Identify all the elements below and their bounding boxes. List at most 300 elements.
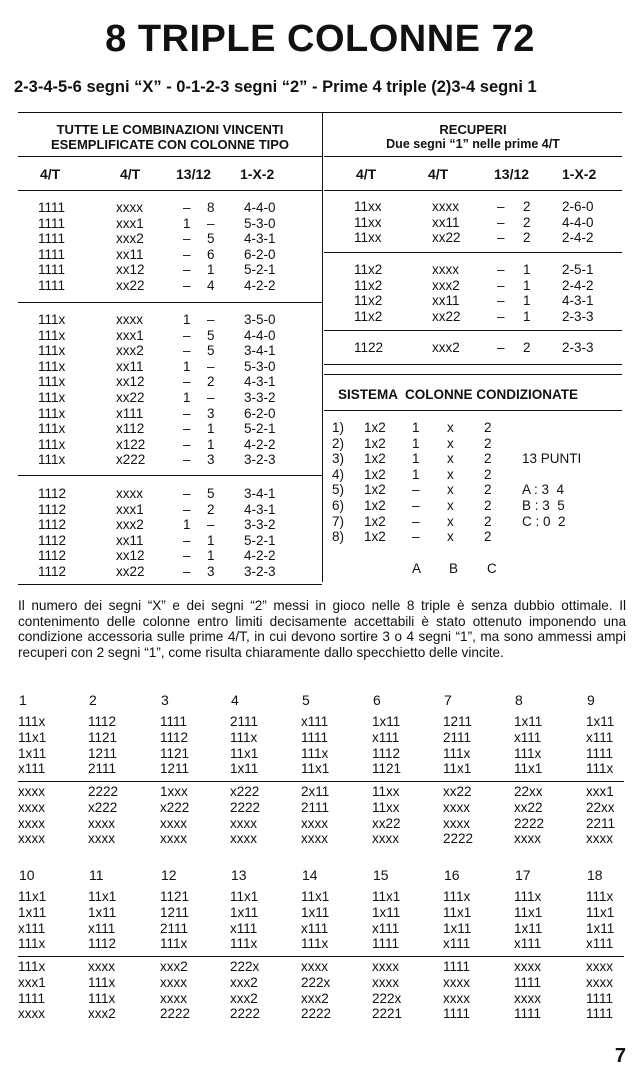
grid-cell: xxxx bbox=[443, 799, 470, 815]
table-row bbox=[0, 340, 630, 355]
grid-cell: xxxx bbox=[514, 831, 541, 847]
grid-cell: 11x1 bbox=[230, 745, 259, 761]
sistema-cell: x bbox=[447, 498, 454, 513]
cell-value: – bbox=[183, 486, 191, 501]
grid-cell: xxxx bbox=[18, 1006, 45, 1022]
grid-column-number: 4 bbox=[231, 692, 239, 708]
table-row bbox=[0, 247, 320, 262]
grid-cell: x111 bbox=[301, 714, 329, 729]
cell-value: 1112 bbox=[38, 501, 67, 517]
cell-value: xxxx bbox=[432, 199, 459, 214]
grid-cell: 111x bbox=[586, 761, 614, 777]
cell-value: 2 bbox=[523, 230, 531, 246]
cell-value: – bbox=[183, 436, 191, 452]
grid-cell: 111x bbox=[88, 974, 116, 990]
cell-value: 1112 bbox=[38, 548, 67, 564]
table-row bbox=[0, 406, 320, 421]
grid-cell: xxxx bbox=[301, 831, 328, 847]
right-table-header bbox=[324, 122, 622, 152]
cell-value: xx22 bbox=[432, 230, 461, 246]
cell-value: 111x bbox=[38, 358, 66, 374]
right-header-line1: RECUPERI bbox=[439, 122, 507, 137]
grid-cell: 1121 bbox=[160, 745, 190, 761]
cell-value: x222 bbox=[116, 452, 146, 468]
grid-cell: 1x11 bbox=[586, 714, 615, 729]
cell-value: xxx1 bbox=[116, 501, 144, 517]
grid-column-number: 3 bbox=[161, 692, 169, 708]
sistema-cell: 1x2 bbox=[364, 420, 386, 435]
grid-column-number: 12 bbox=[161, 867, 177, 883]
table-row bbox=[0, 309, 630, 324]
grid-cell: xxxx bbox=[514, 959, 541, 974]
sistema-row bbox=[0, 420, 620, 435]
cell-value: – bbox=[183, 501, 191, 517]
table-row bbox=[0, 564, 320, 579]
grid-cell: 1211 bbox=[160, 904, 190, 920]
grid-cell: xxxx bbox=[443, 990, 470, 1006]
table-row bbox=[0, 293, 630, 308]
cell-value: – bbox=[207, 215, 215, 231]
cell-value: 3 bbox=[207, 564, 215, 579]
grid-cell: 11x1 bbox=[301, 761, 330, 777]
grid-column-number: 9 bbox=[587, 692, 595, 708]
cell-value: 3-2-3 bbox=[244, 564, 276, 579]
grid-cell: 1x11 bbox=[18, 745, 47, 761]
cell-value: 3-3-2 bbox=[244, 390, 276, 405]
column-header: 13/12 bbox=[176, 166, 212, 182]
grid-cell: xx22 bbox=[372, 815, 401, 831]
cell-value: 4-3-1 bbox=[244, 501, 276, 517]
sistema-cell: 1x2 bbox=[364, 466, 386, 482]
cell-value: x122 bbox=[116, 436, 146, 452]
grid-cell: 1x11 bbox=[230, 761, 259, 777]
grid-cell: 1211 bbox=[443, 714, 473, 729]
grid-column-number: 18 bbox=[587, 867, 603, 883]
cell-value: – bbox=[497, 340, 505, 355]
cell-value: 3 bbox=[207, 452, 215, 468]
grid-cell: 222x bbox=[230, 959, 260, 974]
cell-value: 3-3-2 bbox=[244, 517, 276, 533]
cell-value: xx11 bbox=[116, 532, 144, 548]
grid-cell: x111 bbox=[301, 920, 329, 936]
grid-cell: 1111 bbox=[514, 1006, 542, 1022]
column-header: 4/T bbox=[428, 166, 449, 182]
cell-value: 1112 bbox=[38, 517, 67, 533]
cell-value: – bbox=[207, 390, 215, 405]
grid-cell: 111x bbox=[18, 714, 46, 729]
grid-column-number: 10 bbox=[19, 867, 35, 883]
cell-value: 1 bbox=[183, 517, 191, 533]
grid-cell: 1121 bbox=[372, 761, 402, 777]
table-top-rule bbox=[18, 112, 622, 113]
grid-cell: 1111 bbox=[586, 990, 614, 1006]
cell-value: – bbox=[183, 532, 191, 548]
grid-cell: xxxx bbox=[88, 815, 115, 831]
grid-rule bbox=[18, 781, 624, 782]
grid-cell: 1211 bbox=[88, 745, 118, 761]
sistema-cell: 2 bbox=[484, 451, 492, 467]
left-table-header bbox=[18, 122, 322, 152]
cell-value: 1 bbox=[523, 293, 531, 309]
grid-cell: 111x bbox=[18, 959, 46, 974]
grid-cell: 11x1 bbox=[514, 904, 543, 920]
cell-value: 1 bbox=[183, 312, 191, 327]
grid-column-number: 8 bbox=[515, 692, 523, 708]
grid-cell: 111x bbox=[443, 889, 471, 904]
table-row bbox=[0, 390, 320, 405]
grid-cell: x222 bbox=[160, 799, 190, 815]
grid-cell: 11x1 bbox=[443, 761, 472, 777]
cell-value: 111x bbox=[38, 343, 66, 359]
sistema-cell: 8) bbox=[332, 529, 345, 545]
grid-cell: xx22 bbox=[443, 784, 472, 799]
grid-column-number: 14 bbox=[302, 867, 318, 883]
cell-value: xx22 bbox=[116, 278, 145, 293]
table-row bbox=[0, 359, 320, 374]
cell-value: 6-2-0 bbox=[244, 405, 276, 421]
cell-value: 2 bbox=[523, 340, 531, 355]
page-number: 7 bbox=[614, 1045, 626, 1067]
cell-value: 3-4-1 bbox=[244, 486, 276, 501]
cell-value: 5 bbox=[207, 327, 215, 343]
right-header-line2: Due segni “1” nelle prime 4/T bbox=[386, 137, 560, 151]
cell-value: – bbox=[497, 214, 505, 230]
grid-cell: 1112 bbox=[160, 729, 189, 745]
grid-cell: xxxx bbox=[586, 974, 613, 990]
cell-value: xxx2 bbox=[432, 340, 460, 355]
grid-cell: 1x11 bbox=[88, 904, 117, 920]
grid-cell: xxxx bbox=[18, 831, 45, 847]
page-subtitle: 2-3-4-5-6 segni “X” - 0-1-2-3 segni “2” - Prime 4 triple (2)3-4 segni 1 bbox=[14, 78, 537, 96]
grid-cell: xxxx bbox=[160, 815, 187, 831]
grid-cell: 111x bbox=[443, 745, 471, 761]
sistema-cell: 1x2 bbox=[364, 435, 386, 451]
grid-cell: 1x11 bbox=[514, 920, 543, 936]
cell-value: 4-4-0 bbox=[244, 327, 276, 343]
cell-value: 4-2-2 bbox=[244, 548, 276, 564]
grid-cell: 2x11 bbox=[301, 784, 330, 799]
cell-value: – bbox=[207, 312, 215, 327]
grid-cell: x222 bbox=[88, 799, 118, 815]
sistema-cell: 1 bbox=[412, 435, 420, 451]
grid-cell: 111x bbox=[88, 990, 116, 1006]
sistema-row bbox=[0, 529, 620, 544]
grid-cell: x111 bbox=[230, 920, 258, 936]
grid-cell: 111x bbox=[160, 936, 188, 952]
cell-value: 5-2-1 bbox=[244, 532, 276, 548]
cell-value: 1 bbox=[207, 436, 215, 452]
sistema-footer-label: B bbox=[449, 561, 459, 576]
grid-cell: 11x1 bbox=[514, 761, 543, 777]
cell-value: xx12 bbox=[116, 262, 145, 278]
grid-cell: xxxx bbox=[443, 974, 470, 990]
cell-value: – bbox=[183, 327, 191, 343]
sistema-cell: 1x2 bbox=[364, 513, 386, 529]
sistema-cell: x bbox=[447, 529, 454, 545]
cell-value: 3-2-3 bbox=[244, 452, 276, 468]
cell-value: 1 bbox=[207, 262, 215, 278]
cell-value: 5 bbox=[207, 231, 215, 247]
sistema-cell: x bbox=[447, 466, 454, 482]
grid-column-number: 17 bbox=[515, 867, 531, 883]
grid-cell: 11x1 bbox=[301, 889, 330, 904]
cell-value: – bbox=[183, 564, 191, 579]
grid-cell: 2111 bbox=[301, 799, 330, 815]
cell-value: 11xx bbox=[354, 230, 382, 246]
cell-value: 1111 bbox=[38, 215, 66, 231]
cell-value: 111x bbox=[38, 405, 66, 421]
cell-value: 4-4-0 bbox=[562, 214, 594, 230]
cell-value: 1 bbox=[183, 215, 191, 231]
grid-cell: 11x1 bbox=[372, 889, 401, 904]
grid-cell: xxxx bbox=[301, 959, 328, 974]
sistema-cell: 6) bbox=[332, 498, 345, 513]
grid-cell: x111 bbox=[372, 920, 400, 936]
cell-value: – bbox=[183, 246, 191, 262]
cell-value: – bbox=[183, 262, 191, 278]
grid-cell: 11x1 bbox=[230, 889, 259, 904]
cell-value: 4-2-2 bbox=[244, 278, 276, 293]
grid-cell: 111x bbox=[514, 889, 542, 904]
sistema-cell: 2) bbox=[332, 435, 345, 451]
grid-cell: 2111 bbox=[88, 761, 117, 777]
cell-value: xx11 bbox=[432, 293, 460, 309]
grid-cell: x111 bbox=[372, 729, 400, 745]
cell-value: 1 bbox=[207, 421, 215, 437]
sistema-cell: x bbox=[447, 482, 454, 498]
grid-cell: 111x bbox=[301, 745, 329, 761]
grid-cell: xxxx bbox=[18, 799, 45, 815]
group-rule bbox=[324, 330, 622, 331]
cell-value: xxx2 bbox=[116, 517, 144, 533]
cell-value: – bbox=[183, 452, 191, 468]
sistema-cell: 5) bbox=[332, 482, 345, 498]
cell-value: 2 bbox=[207, 374, 215, 390]
cell-value: – bbox=[183, 231, 191, 247]
table-row bbox=[0, 215, 630, 230]
cell-value: 4-3-1 bbox=[244, 231, 276, 247]
grid-cell: x111 bbox=[18, 920, 46, 936]
cell-value: xx12 bbox=[116, 548, 145, 564]
sistema-cell: 7) bbox=[332, 513, 345, 529]
cell-value: 4-4-0 bbox=[244, 200, 276, 215]
grid-cell: 11x1 bbox=[443, 904, 472, 920]
cell-value: 2 bbox=[523, 199, 531, 214]
grid-cell: xxxx bbox=[18, 815, 45, 831]
cell-value: 1 bbox=[207, 532, 215, 548]
column-header: 4/T bbox=[120, 166, 141, 182]
cell-value: 1111 bbox=[38, 262, 66, 278]
cell-value: – bbox=[183, 374, 191, 390]
sistema-footer-label: C bbox=[487, 561, 497, 576]
cell-value: 5-3-0 bbox=[244, 358, 276, 374]
cell-value: – bbox=[183, 421, 191, 437]
sistema-title: SISTEMA COLONNE CONDIZIONATE bbox=[338, 387, 579, 402]
cell-value: – bbox=[497, 277, 505, 293]
sistema-top-rule bbox=[324, 374, 622, 375]
grid-cell: xxxx bbox=[160, 831, 187, 847]
cell-value: 1111 bbox=[38, 278, 66, 293]
cell-value: 2 bbox=[523, 214, 531, 230]
cell-value: 2 bbox=[207, 501, 215, 517]
table-row bbox=[0, 262, 630, 277]
sistema-cell: x bbox=[447, 420, 454, 435]
cell-value: xxxx bbox=[116, 312, 143, 327]
grid-cell: 22xx bbox=[586, 799, 615, 815]
grid-cell: 2222 bbox=[230, 799, 261, 815]
grid-cell: xxx2 bbox=[230, 974, 258, 990]
sistema-row bbox=[0, 436, 620, 451]
body-paragraph: Il numero dei segni “X” e dei segni “2” messi in gioco nelle 8 triple è senza dubbio ottimale. Il contenimento delle colonne entro limiti decisamente accettabili è stato ottenuto imponendo una condizione accessoria sulle prime 4/T, in cui devono sortire 3 o 4 segni “1”, ma sono ammessi ampi recuperi con 2 segni “1”, come risulta chiaramente dallo specchietto delle vincite. bbox=[18, 598, 626, 660]
column-header: 4/T bbox=[356, 166, 377, 182]
grid-cell: 1x11 bbox=[372, 904, 401, 920]
cell-value: – bbox=[497, 199, 505, 214]
group-rule bbox=[324, 252, 622, 253]
cell-value: 4-3-1 bbox=[244, 374, 276, 390]
table-bottom-rule bbox=[18, 584, 322, 585]
cell-value: – bbox=[497, 308, 505, 324]
grid-cell: x111 bbox=[88, 920, 116, 936]
grid-column-number: 2 bbox=[89, 692, 97, 708]
grid-cell: 2111 bbox=[443, 729, 472, 745]
column-header: 1-X-2 bbox=[240, 166, 275, 182]
grid-cell: xxxx bbox=[88, 959, 115, 974]
sistema-cell: x bbox=[447, 451, 454, 467]
cell-value: 111x bbox=[38, 436, 66, 452]
cell-value: 11x2 bbox=[354, 262, 383, 277]
grid-cell: 1111 bbox=[443, 1006, 471, 1022]
grid-cell: 1111 bbox=[301, 729, 329, 745]
cell-value: – bbox=[207, 517, 215, 533]
page-title: 8 TRIPLE COLONNE 72 bbox=[105, 18, 535, 60]
cell-value: 111x bbox=[38, 421, 66, 437]
cell-value: xx11 bbox=[116, 246, 144, 262]
cell-value: 111x bbox=[38, 390, 66, 405]
sistema-cell: 1) bbox=[332, 420, 345, 435]
cell-value: 1 bbox=[523, 308, 531, 324]
grid-cell: x111 bbox=[514, 729, 542, 745]
sistema-abc-line: B : 3 5 bbox=[522, 498, 565, 513]
grid-cell: 1x11 bbox=[443, 920, 472, 936]
grid-column-number: 13 bbox=[231, 867, 247, 883]
sistema-cell: 1 bbox=[412, 420, 420, 435]
grid-cell: 2211 bbox=[586, 815, 616, 831]
grid-cell: xxxx bbox=[372, 974, 399, 990]
grid-cell: 11x1 bbox=[88, 889, 117, 904]
grid-column-number: 1 bbox=[19, 692, 27, 708]
cell-value: 11xx bbox=[354, 199, 382, 214]
cell-value: 11x2 bbox=[354, 308, 383, 324]
grid-cell: xxxx bbox=[586, 831, 613, 847]
sistema-cell: 4) bbox=[332, 466, 345, 482]
grid-cell: xxx2 bbox=[230, 990, 258, 1006]
grid-cell: xxxx bbox=[230, 815, 257, 831]
grid-cell: 1x11 bbox=[18, 904, 47, 920]
cell-value: 5 bbox=[207, 343, 215, 359]
column-header: 13/12 bbox=[494, 166, 530, 182]
cell-value: 111x bbox=[38, 312, 66, 327]
grid-column-number: 15 bbox=[373, 867, 389, 883]
grid-cell: xxxx bbox=[301, 815, 328, 831]
cell-value: xx22 bbox=[432, 308, 461, 324]
cell-value: 2-5-1 bbox=[562, 262, 594, 277]
sistema-cell: 1x2 bbox=[364, 498, 386, 513]
grid-cell: 222x bbox=[372, 990, 402, 1006]
grid-cell: 111x bbox=[301, 936, 329, 952]
sistema-abc-line: A : 3 4 bbox=[522, 482, 565, 497]
cell-value: 2-3-3 bbox=[562, 340, 594, 355]
cell-value: 1 bbox=[183, 358, 191, 374]
cell-value: 3-5-0 bbox=[244, 312, 276, 327]
grid-cell: 111x bbox=[586, 889, 614, 904]
sistema-cell: 1 bbox=[412, 451, 420, 467]
grid-cell: 1121 bbox=[160, 889, 190, 904]
grid-cell: x111 bbox=[586, 729, 614, 745]
grid-cell: 2222 bbox=[301, 1006, 332, 1022]
cell-value: 3-4-1 bbox=[244, 343, 276, 359]
grid-cell: 1112 bbox=[88, 714, 117, 729]
grid-cell: 22xx bbox=[514, 784, 543, 799]
grid-cell: 1111 bbox=[18, 990, 46, 1006]
table-row bbox=[0, 548, 320, 563]
sistema-cell: 2 bbox=[484, 482, 492, 498]
cell-value: – bbox=[497, 262, 505, 277]
right-colhead-rule bbox=[324, 190, 622, 191]
cell-value: x111 bbox=[116, 405, 144, 421]
sistema-cell: 2 bbox=[484, 529, 492, 545]
cell-value: xx22 bbox=[116, 564, 145, 579]
grid-cell: xxxx bbox=[372, 959, 399, 974]
grid-cell: 2222 bbox=[160, 1006, 191, 1022]
grid-cell: 222x bbox=[301, 974, 331, 990]
grid-cell: 111x bbox=[18, 936, 46, 952]
grid-cell: xxxx bbox=[18, 784, 45, 799]
cell-value: 2-4-2 bbox=[562, 277, 594, 293]
grid-column-number: 16 bbox=[444, 867, 460, 883]
grid-cell: xxxx bbox=[514, 990, 541, 1006]
right-header-rule bbox=[324, 156, 622, 157]
grid-cell: 2111 bbox=[160, 920, 189, 936]
grid-cell: 111x bbox=[514, 745, 542, 761]
left-header-rule bbox=[18, 156, 322, 157]
grid-cell: 1xxx bbox=[160, 784, 188, 799]
cell-value: 2-3-3 bbox=[562, 308, 594, 324]
cell-value: – bbox=[497, 230, 505, 246]
sistema-punti: 13 PUNTI bbox=[522, 451, 582, 466]
sistema-cell: 2 bbox=[484, 466, 492, 482]
sistema-cell: 3) bbox=[332, 451, 345, 467]
cell-value: xxx2 bbox=[116, 231, 144, 247]
table-row bbox=[0, 278, 630, 293]
cell-value: 4 bbox=[207, 278, 215, 293]
cell-value: xx12 bbox=[116, 374, 145, 390]
cell-value: 5-2-1 bbox=[244, 262, 276, 278]
grid-cell: 1x11 bbox=[514, 714, 543, 729]
grid-cell: xxx2 bbox=[301, 990, 329, 1006]
grid-cell: 1x11 bbox=[301, 904, 330, 920]
cell-value: 1111 bbox=[38, 200, 66, 215]
cell-value: 4-2-2 bbox=[244, 436, 276, 452]
sistema-row bbox=[0, 467, 620, 482]
cell-value: 111x bbox=[38, 327, 66, 343]
grid-cell: 2222 bbox=[443, 831, 474, 847]
grid-cell: xxxx bbox=[230, 831, 257, 847]
cell-value: 1 bbox=[523, 262, 531, 277]
grid-cell: 11xx bbox=[372, 799, 400, 815]
grid-cell: 1111 bbox=[372, 936, 400, 952]
grid-cell: x111 bbox=[514, 936, 542, 952]
grid-cell: 1111 bbox=[514, 974, 542, 990]
